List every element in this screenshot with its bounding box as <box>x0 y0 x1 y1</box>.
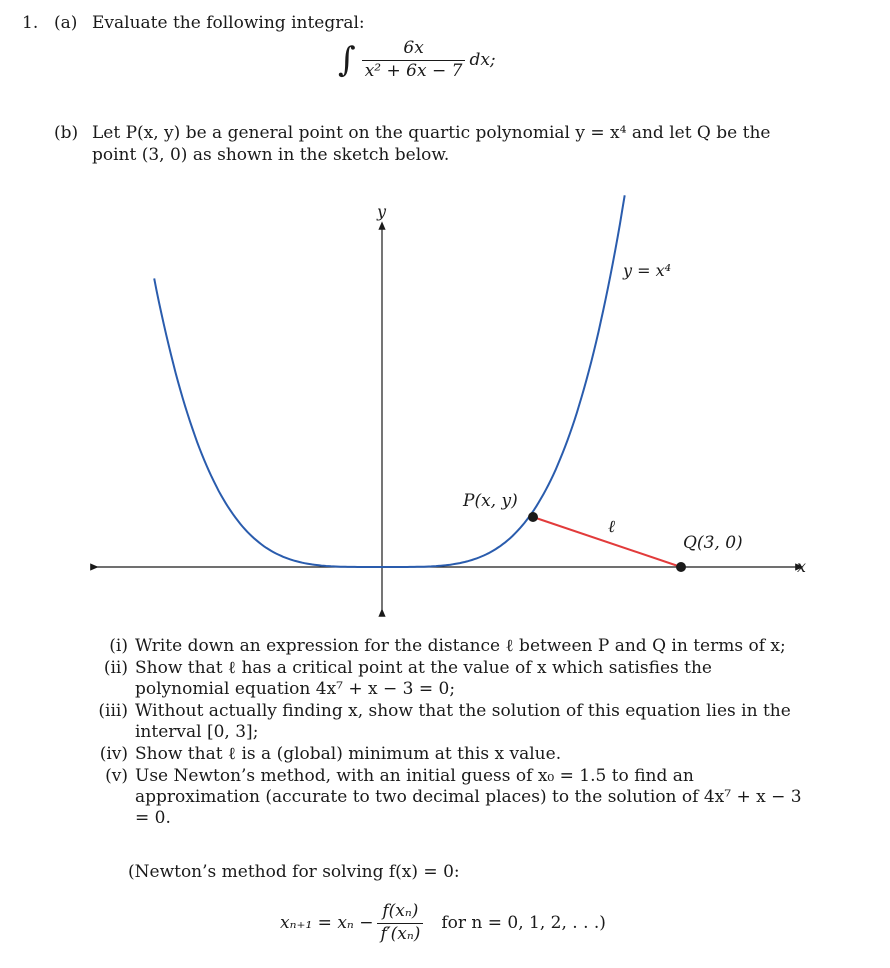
integrand-numerator: 6x <box>403 38 424 58</box>
part-a-text: Evaluate the following integral: <box>92 13 365 33</box>
subpart-text: Show that ℓ has a critical point at the value of x which satisfies the polynomial equation 4x⁷ + x − 3 = 0; <box>135 658 712 699</box>
newton-frac-numerator: f(xₙ) <box>382 901 419 921</box>
distance-segment <box>533 517 681 567</box>
integrand-fraction <box>362 40 466 81</box>
subpart-text: Use Newton’s method, with an initial guess of x₀ = 1.5 to find an approximation (accurate to two decimal places) to the solution of 4x⁷ + x − 3 = 0. <box>135 766 802 828</box>
subpart-iv <box>80 744 810 765</box>
subpart-i <box>80 636 810 657</box>
subpart-text: Show that ℓ is a (global) minimum at this x value. <box>135 744 562 764</box>
subpart-label: (i) <box>109 636 128 656</box>
y-axis-label: y <box>377 202 387 221</box>
subpart-v <box>80 766 810 829</box>
subpart-ii <box>80 658 810 700</box>
subparts-list <box>80 636 810 829</box>
subpart-label: (iv) <box>99 744 128 764</box>
subpart-iii <box>80 701 810 743</box>
integrand-denominator: x² + 6x − 7 <box>362 60 466 81</box>
newton-formula <box>280 903 606 944</box>
point-p-label: P(x, y) <box>463 491 518 511</box>
point-q <box>676 562 686 572</box>
newton-fraction <box>377 903 423 944</box>
problem-number: 1. <box>22 13 39 33</box>
integral-sign: ∫ <box>338 40 356 81</box>
subpart-label: (iii) <box>98 701 128 721</box>
subpart-text: Without actually finding x, show that the solution of this equation lies in the interval [0, 3]; <box>135 701 791 742</box>
point-q-label: Q(3, 0) <box>683 533 743 553</box>
part-a-label: (a) <box>54 13 78 33</box>
newton-frac-denominator: f′(xₙ) <box>377 923 423 944</box>
newton-intro: (Newton’s method for solving f(x) = 0: <box>128 862 460 882</box>
subpart-label: (ii) <box>103 658 128 678</box>
subpart-text: Write down an expression for the distance ℓ between P and Q in terms of x; <box>135 636 786 656</box>
part-b-text-line2: point (3, 0) as shown in the sketch below. <box>92 145 450 165</box>
point-p <box>528 512 538 522</box>
quartic-sketch <box>0 180 890 620</box>
part-b-text-line1: Let P(x, y) be a general point on the quartic polynomial y = x⁴ and let Q be the <box>92 123 771 143</box>
newton-suffix: for n = 0, 1, 2, . . .) <box>441 913 606 934</box>
subpart-label: (v) <box>105 766 128 786</box>
integral-expression <box>338 40 496 81</box>
distance-label: ℓ <box>608 517 616 537</box>
curve-label: y = x⁴ <box>623 261 672 280</box>
integrand-suffix: dx; <box>469 50 496 71</box>
part-b-label: (b) <box>54 123 79 143</box>
x-axis-label: x <box>797 557 807 576</box>
newton-lhs: xₙ₊₁ = xₙ − <box>280 913 374 934</box>
quartic-curve <box>154 195 625 567</box>
